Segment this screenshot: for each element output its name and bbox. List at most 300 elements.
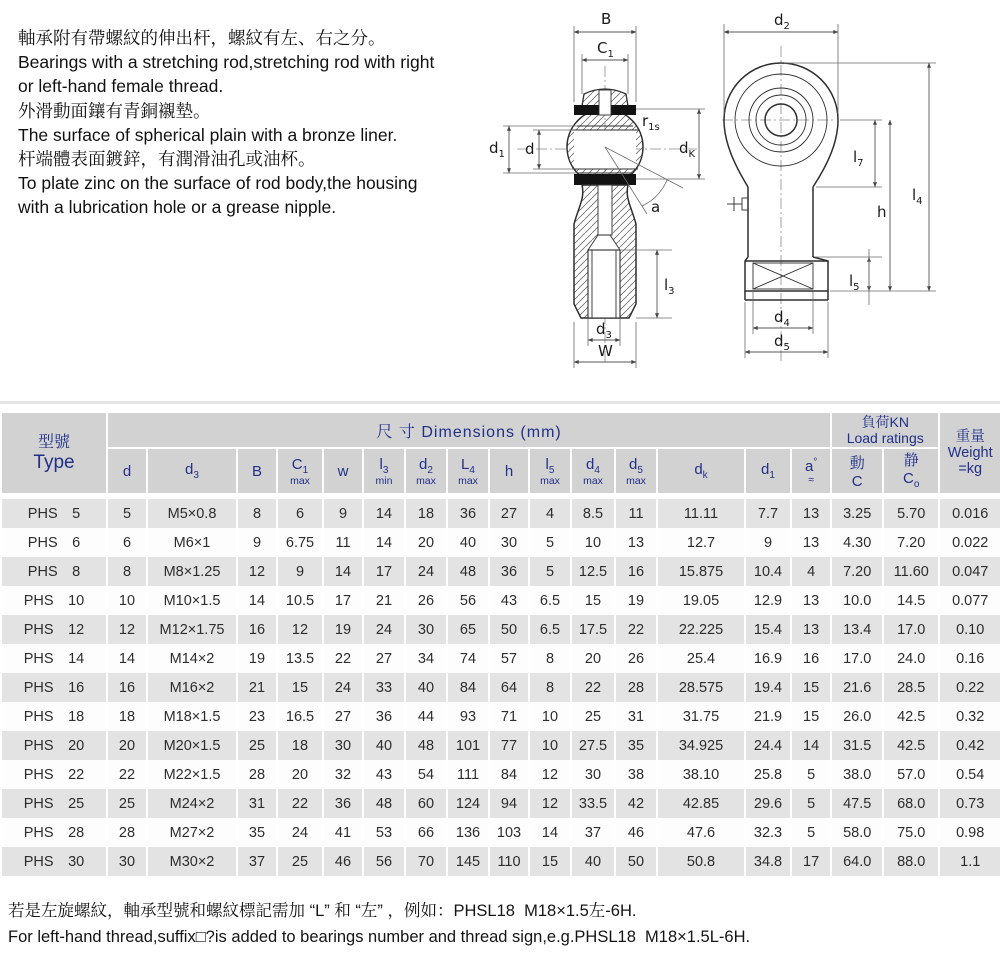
value-cell: 0.42 xyxy=(939,731,1000,760)
value-cell: 15 xyxy=(529,847,571,876)
value-cell: 0.22 xyxy=(939,673,1000,702)
value-cell: 48 xyxy=(405,731,447,760)
value-cell: 4.30 xyxy=(831,528,883,557)
dim-label-l7: $l_7$ xyxy=(853,148,864,169)
value-cell: 6 xyxy=(277,496,323,528)
value-cell: 4 xyxy=(791,557,831,586)
value-cell: 9 xyxy=(237,528,277,557)
column-header: $l_3$ min xyxy=(363,448,405,496)
table-row xyxy=(1,528,1000,557)
column-header: a° ≈ xyxy=(791,448,831,496)
value-cell: 14 xyxy=(363,496,405,528)
table-row xyxy=(1,731,1000,760)
footer-note-zh: 若是左旋螺紋，軸承型號和螺紋標記需加 “L” 和 “左” ，例如：PHSL18 M18×1.5左-6H. xyxy=(8,902,637,920)
value-cell: 33.5 xyxy=(571,789,615,818)
value-cell: 13.5 xyxy=(277,644,323,673)
value-cell: 48 xyxy=(363,789,405,818)
type-column-header xyxy=(1,412,107,496)
column-header: $L_4$ max xyxy=(447,448,489,496)
value-cell: 41 xyxy=(323,818,363,847)
type-cell: PHS 25 xyxy=(1,789,107,818)
value-cell: 13 xyxy=(615,528,657,557)
value-cell: 12 xyxy=(529,789,571,818)
value-cell: 75.0 xyxy=(883,818,939,847)
value-cell: 27 xyxy=(363,644,405,673)
dim-label-d4: $d_4$ xyxy=(774,308,790,329)
value-cell: 14 xyxy=(529,818,571,847)
intro-line: with a lubrication hole or a grease nipple. xyxy=(18,197,337,218)
value-cell: 111 xyxy=(447,760,489,789)
value-cell: 8.5 xyxy=(571,496,615,528)
value-cell: 19.4 xyxy=(745,673,791,702)
value-cell: 1.1 xyxy=(939,847,1000,876)
value-cell: 5 xyxy=(791,760,831,789)
value-cell: 13 xyxy=(791,528,831,557)
table-row xyxy=(1,496,1000,528)
table-row xyxy=(1,615,1000,644)
value-cell: 50.8 xyxy=(657,847,745,876)
value-cell: 25 xyxy=(571,702,615,731)
value-cell: 24.0 xyxy=(883,644,939,673)
dim-label-h: h xyxy=(877,203,887,221)
type-cell: PHS 10 xyxy=(1,586,107,615)
value-cell: 5 xyxy=(529,557,571,586)
value-cell: 50 xyxy=(615,847,657,876)
column-header: 動 C xyxy=(831,448,883,496)
intro-line: 杆端體表面鍍鋅，有潤滑油孔或油杯。 xyxy=(18,149,316,170)
value-cell: 136 xyxy=(447,818,489,847)
value-cell: 14 xyxy=(107,644,147,673)
value-cell: 8 xyxy=(529,644,571,673)
value-cell: 7.7 xyxy=(745,496,791,528)
value-cell: 35 xyxy=(237,818,277,847)
value-cell: 57 xyxy=(489,644,529,673)
value-cell: 0.016 xyxy=(939,496,1000,528)
value-cell: 48 xyxy=(447,557,489,586)
value-cell: 37 xyxy=(237,847,277,876)
column-header: $d_1$ xyxy=(745,448,791,496)
value-cell: 8 xyxy=(107,557,147,586)
value-cell: 6.5 xyxy=(529,586,571,615)
value-cell: 64.0 xyxy=(831,847,883,876)
value-cell: 26.0 xyxy=(831,702,883,731)
value-cell: 38 xyxy=(615,760,657,789)
column-header: $d_3$ xyxy=(147,448,237,496)
value-cell: 0.022 xyxy=(939,528,1000,557)
value-cell: 84 xyxy=(447,673,489,702)
value-cell: 10 xyxy=(571,528,615,557)
value-cell: 31 xyxy=(237,789,277,818)
value-cell: 0.10 xyxy=(939,615,1000,644)
type-header-zh: 型號 xyxy=(37,433,70,451)
type-cell: PHS 8 xyxy=(1,557,107,586)
value-cell: 10.4 xyxy=(745,557,791,586)
value-cell: 42.85 xyxy=(657,789,745,818)
value-cell: 20 xyxy=(107,731,147,760)
value-cell: 29.6 xyxy=(745,789,791,818)
value-cell: 22 xyxy=(277,789,323,818)
section-view-drawing xyxy=(487,2,737,374)
dim-label-l5: $l_5$ xyxy=(849,272,860,293)
type-cell: PHS 16 xyxy=(1,673,107,702)
value-cell: 34.925 xyxy=(657,731,745,760)
value-cell: 25 xyxy=(237,731,277,760)
column-header: $d_4$ max xyxy=(571,448,615,496)
value-cell: 18 xyxy=(107,702,147,731)
dimensions-group-header: 尺 寸 Dimensions (mm) xyxy=(107,412,831,448)
value-cell: M5×0.8 xyxy=(147,496,237,528)
table-row xyxy=(1,673,1000,702)
dim-label-dK: $d_K$ xyxy=(679,139,696,160)
value-cell: 47.5 xyxy=(831,789,883,818)
value-cell: 70 xyxy=(405,847,447,876)
value-cell: 0.077 xyxy=(939,586,1000,615)
value-cell: 21.6 xyxy=(831,673,883,702)
value-cell: 6.5 xyxy=(529,615,571,644)
value-cell: M22×1.5 xyxy=(147,760,237,789)
value-cell: 10 xyxy=(529,731,571,760)
value-cell: 17 xyxy=(791,847,831,876)
value-cell: 56 xyxy=(363,847,405,876)
intro-line: Bearings with a stretching rod,stretching rod with right xyxy=(18,52,435,73)
value-cell: M16×2 xyxy=(147,673,237,702)
value-cell: 12.9 xyxy=(745,586,791,615)
value-cell: 5 xyxy=(107,496,147,528)
value-cell: 26 xyxy=(405,586,447,615)
value-cell: 15.4 xyxy=(745,615,791,644)
value-cell: 7.20 xyxy=(831,557,883,586)
value-cell: 57.0 xyxy=(883,760,939,789)
value-cell: 101 xyxy=(447,731,489,760)
type-cell: PHS 20 xyxy=(1,731,107,760)
value-cell: 20 xyxy=(277,760,323,789)
value-cell: 14 xyxy=(323,557,363,586)
value-cell: 25.4 xyxy=(657,644,745,673)
dim-label-d2: $d_2$ xyxy=(774,11,790,32)
value-cell: 17.0 xyxy=(883,615,939,644)
value-cell: 12.5 xyxy=(571,557,615,586)
value-cell: M14×2 xyxy=(147,644,237,673)
intro-line: 軸承附有帶螺紋的伸出杆，螺紋有左、右之分。 xyxy=(18,28,386,48)
value-cell: 27 xyxy=(323,702,363,731)
value-cell: 13.4 xyxy=(831,615,883,644)
value-cell: 21 xyxy=(237,673,277,702)
value-cell: 46 xyxy=(615,818,657,847)
intro-line: or left-hand female thread. xyxy=(18,76,224,97)
dim-label-d5: $d_5$ xyxy=(774,332,790,353)
value-cell: 13 xyxy=(791,496,831,528)
column-header: $C_1$ max xyxy=(277,448,323,496)
value-cell: 17.5 xyxy=(571,615,615,644)
type-cell: PHS 28 xyxy=(1,818,107,847)
dim-label-l3: $l_3$ xyxy=(664,276,675,297)
value-cell: 54 xyxy=(405,760,447,789)
value-cell: 3.25 xyxy=(831,496,883,528)
value-cell: M30×2 xyxy=(147,847,237,876)
value-cell: 0.16 xyxy=(939,644,1000,673)
value-cell: 31.75 xyxy=(657,702,745,731)
type-cell: PHS 6 xyxy=(1,528,107,557)
column-header: 静 $C_o$ xyxy=(883,448,939,496)
value-cell: 28.575 xyxy=(657,673,745,702)
value-cell: M10×1.5 xyxy=(147,586,237,615)
value-cell: 16 xyxy=(107,673,147,702)
footer-note-en: For left-hand thread,suffix□?is added to bearings number and thread sign,e.g.PHSL18 M18×1.5L-6H. xyxy=(8,928,751,946)
column-header: $l_5$ max xyxy=(529,448,571,496)
value-cell: 8 xyxy=(237,496,277,528)
value-cell: 36 xyxy=(323,789,363,818)
load-ratings-group-header xyxy=(831,412,939,448)
weight-column-header xyxy=(939,412,1000,496)
value-cell: 94 xyxy=(489,789,529,818)
value-cell: 10 xyxy=(529,702,571,731)
value-cell: 24 xyxy=(405,557,447,586)
value-cell: 20 xyxy=(571,644,615,673)
dim-label-a: a xyxy=(651,198,661,216)
value-cell: 25 xyxy=(107,789,147,818)
value-cell: 28 xyxy=(237,760,277,789)
value-cell: 11.60 xyxy=(883,557,939,586)
value-cell: 10.0 xyxy=(831,586,883,615)
value-cell: 93 xyxy=(447,702,489,731)
value-cell: 10.5 xyxy=(277,586,323,615)
value-cell: 31 xyxy=(615,702,657,731)
value-cell: 36 xyxy=(363,702,405,731)
weight-header-unit: =kg xyxy=(958,461,983,477)
value-cell: 24 xyxy=(277,818,323,847)
value-cell: 26 xyxy=(615,644,657,673)
value-cell: 22 xyxy=(107,760,147,789)
value-cell: 14 xyxy=(791,731,831,760)
value-cell: 22 xyxy=(323,644,363,673)
type-cell: PHS 22 xyxy=(1,760,107,789)
value-cell: 36 xyxy=(447,496,489,528)
value-cell: 21 xyxy=(363,586,405,615)
value-cell: 16 xyxy=(791,644,831,673)
value-cell: M6×1 xyxy=(147,528,237,557)
column-header: d xyxy=(107,448,147,496)
value-cell: 44 xyxy=(405,702,447,731)
value-cell: 24 xyxy=(363,615,405,644)
table-row xyxy=(1,702,1000,731)
value-cell: 14 xyxy=(237,586,277,615)
value-cell: 17 xyxy=(323,586,363,615)
value-cell: 64 xyxy=(489,673,529,702)
value-cell: 23 xyxy=(237,702,277,731)
value-cell: 22.225 xyxy=(657,615,745,644)
value-cell: 60 xyxy=(405,789,447,818)
value-cell: 28.5 xyxy=(883,673,939,702)
value-cell: 68.0 xyxy=(883,789,939,818)
value-cell: 27 xyxy=(489,496,529,528)
value-cell: M20×1.5 xyxy=(147,731,237,760)
value-cell: 30 xyxy=(405,615,447,644)
value-cell: 25 xyxy=(277,847,323,876)
value-cell: 145 xyxy=(447,847,489,876)
value-cell: 32 xyxy=(323,760,363,789)
value-cell: 10 xyxy=(107,586,147,615)
value-cell: 11.11 xyxy=(657,496,745,528)
dim-label-C1: $C_1$ xyxy=(597,39,614,60)
column-header: w xyxy=(323,448,363,496)
table-row xyxy=(1,760,1000,789)
type-cell: PHS 30 xyxy=(1,847,107,876)
value-cell: 65 xyxy=(447,615,489,644)
value-cell: 16 xyxy=(237,615,277,644)
value-cell: 53 xyxy=(363,818,405,847)
value-cell: 27.5 xyxy=(571,731,615,760)
value-cell: 19 xyxy=(323,615,363,644)
value-cell: 5 xyxy=(529,528,571,557)
value-cell: 103 xyxy=(489,818,529,847)
value-cell: 28 xyxy=(615,673,657,702)
value-cell: 15.875 xyxy=(657,557,745,586)
value-cell: 28 xyxy=(107,818,147,847)
dim-label-l4: $l_4$ xyxy=(912,186,923,207)
value-cell: 6.75 xyxy=(277,528,323,557)
value-cell: 18 xyxy=(277,731,323,760)
value-cell: 21.9 xyxy=(745,702,791,731)
value-cell: 40 xyxy=(363,731,405,760)
value-cell: 22 xyxy=(615,615,657,644)
value-cell: 50 xyxy=(489,615,529,644)
value-cell: 15 xyxy=(277,673,323,702)
value-cell: 110 xyxy=(489,847,529,876)
value-cell: 20 xyxy=(405,528,447,557)
value-cell: 19 xyxy=(237,644,277,673)
value-cell: 34.8 xyxy=(745,847,791,876)
type-cell: PHS 5 xyxy=(1,496,107,528)
value-cell: 7.20 xyxy=(883,528,939,557)
dim-label-d1: $d_1$ xyxy=(489,139,505,160)
front-view-drawing xyxy=(722,2,998,374)
intro-text xyxy=(18,26,488,220)
value-cell: 0.73 xyxy=(939,789,1000,818)
value-cell: 25.8 xyxy=(745,760,791,789)
value-cell: 40 xyxy=(405,673,447,702)
value-cell: 38.10 xyxy=(657,760,745,789)
value-cell: M27×2 xyxy=(147,818,237,847)
value-cell: 37 xyxy=(571,818,615,847)
value-cell: 88.0 xyxy=(883,847,939,876)
value-cell: 42 xyxy=(615,789,657,818)
value-cell: 14 xyxy=(363,528,405,557)
value-cell: 36 xyxy=(489,557,529,586)
value-cell: 12 xyxy=(277,615,323,644)
value-cell: 124 xyxy=(447,789,489,818)
value-cell: 84 xyxy=(489,760,529,789)
intro-line: To plate zinc on the surface of rod body,the housing xyxy=(18,173,418,194)
value-cell: 16.9 xyxy=(745,644,791,673)
dim-label-B: B xyxy=(601,10,612,28)
value-cell: 0.54 xyxy=(939,760,1000,789)
value-cell: 15 xyxy=(571,586,615,615)
value-cell: 30 xyxy=(323,731,363,760)
value-cell: 47.6 xyxy=(657,818,745,847)
dim-label-W: W xyxy=(598,342,613,360)
table-row xyxy=(1,847,1000,876)
table-row xyxy=(1,557,1000,586)
value-cell: 34 xyxy=(405,644,447,673)
value-cell: 32.3 xyxy=(745,818,791,847)
value-cell: 19.05 xyxy=(657,586,745,615)
value-cell: 19 xyxy=(615,586,657,615)
value-cell: 15 xyxy=(791,673,831,702)
value-cell: 66 xyxy=(405,818,447,847)
intro-line: The surface of spherical plain with a bronze liner. xyxy=(18,124,398,145)
table-row xyxy=(1,644,1000,673)
weight-header-en: Weight xyxy=(947,445,993,461)
footer-notes xyxy=(8,898,998,950)
type-cell: PHS 14 xyxy=(1,644,107,673)
value-cell: 9 xyxy=(745,528,791,557)
value-cell: M8×1.25 xyxy=(147,557,237,586)
load-header-zh: 負荷KN xyxy=(861,414,909,430)
value-cell: 24 xyxy=(323,673,363,702)
value-cell: 0.32 xyxy=(939,702,1000,731)
type-cell: PHS 12 xyxy=(1,615,107,644)
spec-table xyxy=(0,411,1000,876)
value-cell: 13 xyxy=(791,586,831,615)
value-cell: 12 xyxy=(529,760,571,789)
value-cell: 40 xyxy=(571,847,615,876)
dim-label-d3: $d_3$ xyxy=(596,320,612,341)
value-cell: 0.047 xyxy=(939,557,1000,586)
value-cell: 42.5 xyxy=(883,702,939,731)
type-header-en: Type xyxy=(33,451,75,473)
value-cell: 74 xyxy=(447,644,489,673)
dim-label-r1s: $r_{1s}$ xyxy=(642,112,660,133)
value-cell: 6 xyxy=(107,528,147,557)
value-cell: 0.98 xyxy=(939,818,1000,847)
value-cell: 5 xyxy=(791,789,831,818)
value-cell: 30 xyxy=(571,760,615,789)
table-row xyxy=(1,818,1000,847)
value-cell: 43 xyxy=(363,760,405,789)
value-cell: 12.7 xyxy=(657,528,745,557)
table-row xyxy=(1,586,1000,615)
load-header-en: Load ratings xyxy=(846,430,924,446)
value-cell: 13 xyxy=(791,615,831,644)
value-cell: 40 xyxy=(447,528,489,557)
value-cell: 24.4 xyxy=(745,731,791,760)
value-cell: 43 xyxy=(489,586,529,615)
value-cell: M18×1.5 xyxy=(147,702,237,731)
value-cell: 12 xyxy=(107,615,147,644)
value-cell: 18 xyxy=(405,496,447,528)
column-header: B xyxy=(237,448,277,496)
value-cell: 17.0 xyxy=(831,644,883,673)
value-cell: M24×2 xyxy=(147,789,237,818)
value-cell: 11 xyxy=(323,528,363,557)
dim-label-d: d xyxy=(525,140,535,158)
column-header: $d_2$ max xyxy=(405,448,447,496)
value-cell: 46 xyxy=(323,847,363,876)
value-cell: 77 xyxy=(489,731,529,760)
weight-header-zh: 重量 xyxy=(955,429,985,445)
value-cell: 4 xyxy=(529,496,571,528)
column-header: $d_k$ xyxy=(657,448,745,496)
column-header: $d_5$ max xyxy=(615,448,657,496)
type-cell: PHS 18 xyxy=(1,702,107,731)
value-cell: 12 xyxy=(237,557,277,586)
value-cell: 5 xyxy=(791,818,831,847)
value-cell: 30 xyxy=(107,847,147,876)
table-row xyxy=(1,789,1000,818)
value-cell: 16.5 xyxy=(277,702,323,731)
value-cell: 11 xyxy=(615,496,657,528)
value-cell: 58.0 xyxy=(831,818,883,847)
